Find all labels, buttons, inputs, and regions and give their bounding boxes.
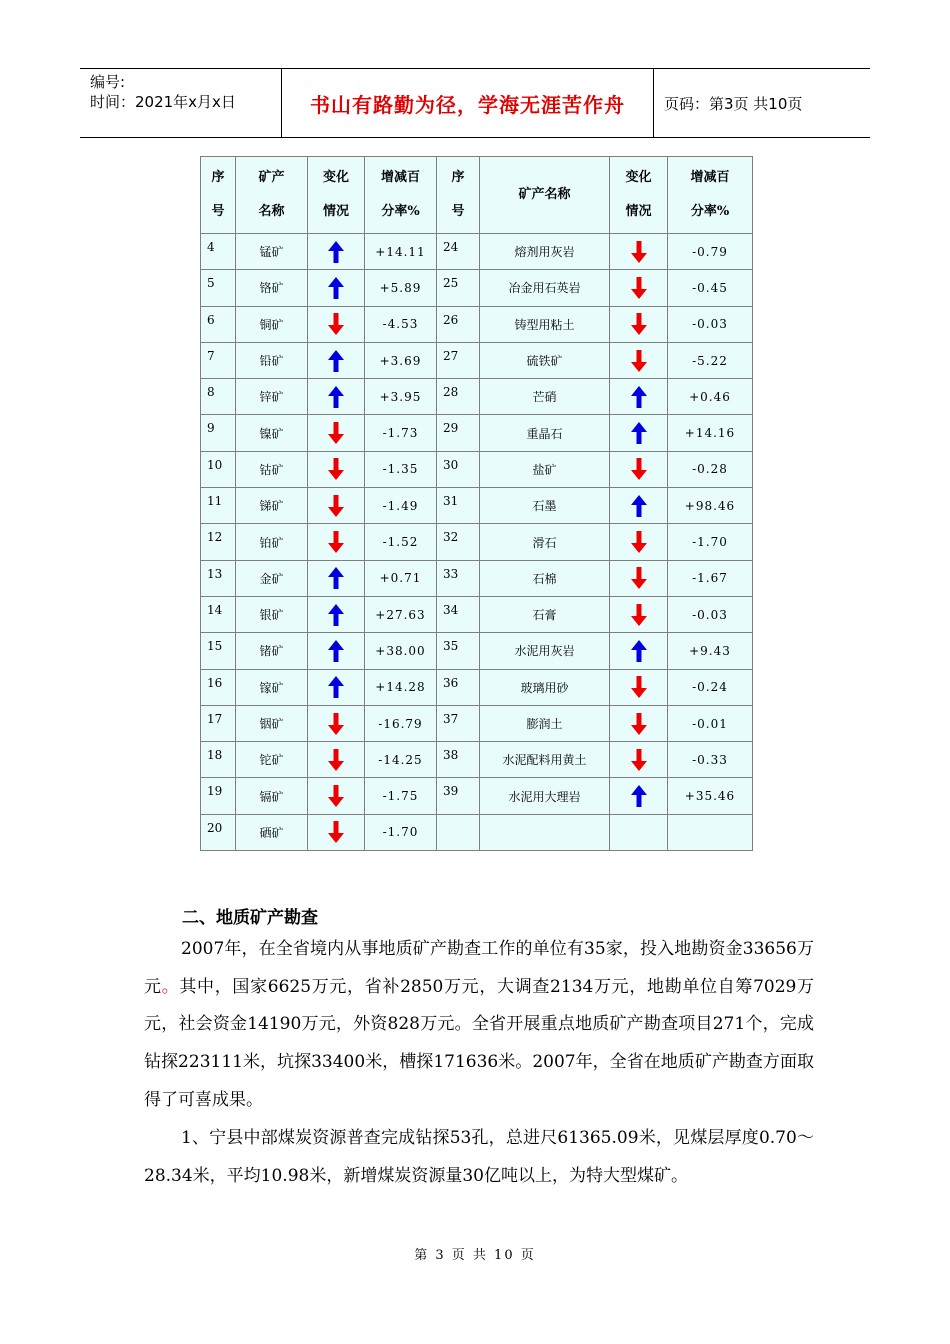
paragraph-coal-survey-text: 1、宁县中部煤炭资源普查完成钻探53孔，总进尺61365.09米，见煤层厚度0.70～28.34米，平均10.98米，新增煤炭资源量30亿吨以上，为特大型煤矿。 <box>144 1128 814 1186</box>
cell-seq: 15 <box>201 633 236 669</box>
arrow-up-icon <box>328 604 344 626</box>
cell-mineral-name: 铟矿 <box>236 705 308 741</box>
arrow-down-icon <box>328 422 344 444</box>
cell-seq: 16 <box>201 669 236 705</box>
cell-rate: -0.45 <box>668 270 753 306</box>
cell-seq: 27 <box>437 342 480 378</box>
table-row <box>201 488 753 524</box>
cell-seq: 35 <box>437 633 480 669</box>
cell-seq: 4 <box>201 234 236 270</box>
cell-seq: 38 <box>437 742 480 778</box>
cell-rate: -0.03 <box>668 596 753 632</box>
cell-mineral-name: 镓矿 <box>236 669 308 705</box>
cell-seq: 12 <box>201 524 236 560</box>
cell-rate: -0.24 <box>668 669 753 705</box>
cell-seq: 31 <box>437 488 480 524</box>
cell-seq: 26 <box>437 306 480 342</box>
cell-mineral-name: 锰矿 <box>236 234 308 270</box>
cell-mineral-name: 硒矿 <box>236 814 308 850</box>
cell-change <box>308 742 365 778</box>
cell-mineral-name: 锗矿 <box>236 633 308 669</box>
header-seq-right: 序 号 <box>437 157 480 234</box>
arrow-up-icon <box>328 350 344 372</box>
cell-rate: -0.03 <box>668 306 753 342</box>
cell-mineral-name: 镍矿 <box>236 415 308 451</box>
cell-mineral-name: 玻璃用砂 <box>480 669 610 705</box>
arrow-up-icon <box>328 241 344 263</box>
cell-mineral-name: 锌矿 <box>236 379 308 415</box>
cell-rate: -0.01 <box>668 705 753 741</box>
cell-change <box>308 234 365 270</box>
cell-change <box>610 742 668 778</box>
cell-rate: +98.46 <box>668 488 753 524</box>
cell-mineral-name: 石墨 <box>480 488 610 524</box>
cell-mineral-name: 铬矿 <box>236 270 308 306</box>
cell-seq: 33 <box>437 560 480 596</box>
cell-mineral-name: 硫铁矿 <box>480 342 610 378</box>
cell-seq: 37 <box>437 705 480 741</box>
arrow-down-icon <box>328 749 344 771</box>
cell-change <box>610 342 668 378</box>
cell-seq: 29 <box>437 415 480 451</box>
paragraph-funding-a: 2007年，在全省境内从事地质矿产勘查工作的单位有35家，投入地勘资金33656万元 <box>144 939 814 997</box>
header-motto: 书山有路勤为径，学海无涯苦作舟 <box>282 69 654 137</box>
header-page-info: 页码：第3页 共10页 <box>664 94 803 113</box>
paragraph-funding <box>144 931 814 1120</box>
cell-rate: +0.46 <box>668 379 753 415</box>
cell-rate: -4.53 <box>365 306 437 342</box>
table-header-row <box>201 157 753 234</box>
cell-change <box>610 705 668 741</box>
cell-seq: 8 <box>201 379 236 415</box>
table-row <box>201 451 753 487</box>
cell-seq: 24 <box>437 234 480 270</box>
cell-mineral-name: 铸型用粘土 <box>480 306 610 342</box>
cell-mineral-name: 银矿 <box>236 596 308 632</box>
cell-change <box>308 379 365 415</box>
cell-seq: 14 <box>201 596 236 632</box>
table-row <box>201 524 753 560</box>
arrow-down-icon <box>631 277 647 299</box>
header-name: 矿产 名称 <box>236 157 308 234</box>
cell-rate: -1.49 <box>365 488 437 524</box>
cell-seq: 36 <box>437 669 480 705</box>
cell-mineral-name: 水泥用大理岩 <box>480 778 610 814</box>
cell-seq: 20 <box>201 814 236 850</box>
cell-rate: -1.67 <box>668 560 753 596</box>
cell-change <box>308 633 365 669</box>
cell-seq: 39 <box>437 778 480 814</box>
cell-change <box>308 488 365 524</box>
arrow-up-icon <box>631 640 647 662</box>
cell-rate: +27.63 <box>365 596 437 632</box>
cell-change <box>610 270 668 306</box>
cell-seq: 17 <box>201 705 236 741</box>
table-row <box>201 633 753 669</box>
table-row <box>201 270 753 306</box>
cell-mineral-name: 锑矿 <box>236 488 308 524</box>
cell-mineral-name: 石棉 <box>480 560 610 596</box>
cell-rate: -1.52 <box>365 524 437 560</box>
cell-change <box>610 488 668 524</box>
cell-change <box>308 342 365 378</box>
cell-mineral-name: 重晶石 <box>480 415 610 451</box>
cell-seq: 19 <box>201 778 236 814</box>
cell-rate: -14.25 <box>365 742 437 778</box>
arrow-down-icon <box>631 458 647 480</box>
arrow-up-icon <box>328 386 344 408</box>
cell-change <box>610 524 668 560</box>
cell-change <box>308 415 365 451</box>
cell-change <box>610 596 668 632</box>
table-row <box>201 596 753 632</box>
arrow-up-icon <box>328 640 344 662</box>
arrow-down-icon <box>328 785 344 807</box>
header-date-label: 时间：2021年x月x日 <box>90 93 236 111</box>
header-change-right: 变化 情况 <box>610 157 668 234</box>
cell-seq: 13 <box>201 560 236 596</box>
cell-mineral-name: 铊矿 <box>236 742 308 778</box>
cell-rate: -1.70 <box>365 814 437 850</box>
cell-change <box>610 560 668 596</box>
cell-seq: 25 <box>437 270 480 306</box>
cell-change <box>610 306 668 342</box>
cell-change <box>308 596 365 632</box>
cell-mineral-name: 石膏 <box>480 596 610 632</box>
cell-seq: 34 <box>437 596 480 632</box>
paragraph-funding-red: 。 <box>161 976 180 997</box>
arrow-down-icon <box>328 458 344 480</box>
cell-mineral-name: 金矿 <box>236 560 308 596</box>
arrow-down-icon <box>631 749 647 771</box>
table-row <box>201 342 753 378</box>
cell-mineral-name: 铅矿 <box>236 342 308 378</box>
cell-rate: +0.71 <box>365 560 437 596</box>
cell-seq: 7 <box>201 342 236 378</box>
arrow-up-icon <box>328 676 344 698</box>
cell-seq: 10 <box>201 451 236 487</box>
cell-change <box>308 270 365 306</box>
table-row <box>201 705 753 741</box>
cell-change <box>610 778 668 814</box>
cell-mineral-name: 熔剂用灰岩 <box>480 234 610 270</box>
header-name-right: 矿产名称 <box>480 157 610 234</box>
arrow-down-icon <box>328 495 344 517</box>
cell-seq: 6 <box>201 306 236 342</box>
cell-change <box>308 524 365 560</box>
cell-mineral-name: 水泥配料用黄土 <box>480 742 610 778</box>
cell-seq: 5 <box>201 270 236 306</box>
cell-seq: 9 <box>201 415 236 451</box>
cell-change <box>308 814 365 850</box>
cell-rate: -16.79 <box>365 705 437 741</box>
arrow-up-icon <box>328 567 344 589</box>
cell-seq: 18 <box>201 742 236 778</box>
arrow-down-icon <box>328 713 344 735</box>
cell-mineral-name: 膨润土 <box>480 705 610 741</box>
page-footer: 第 3 页 共 10 页 <box>414 1248 536 1263</box>
header-left <box>80 69 282 137</box>
table-row <box>201 742 753 778</box>
cell-mineral-name: 芒硝 <box>480 379 610 415</box>
cell-rate: +35.46 <box>668 778 753 814</box>
cell-rate: +3.95 <box>365 379 437 415</box>
cell-change <box>308 306 365 342</box>
cell-rate: -5.22 <box>668 342 753 378</box>
cell-change <box>610 633 668 669</box>
section-title: 二、地质矿产勘查 <box>182 908 318 928</box>
cell-rate: -1.70 <box>668 524 753 560</box>
cell-seq: 28 <box>437 379 480 415</box>
cell-rate: -0.28 <box>668 451 753 487</box>
cell-rate: -0.79 <box>668 234 753 270</box>
cell-change <box>610 415 668 451</box>
header-rate: 增减百 分率% <box>365 157 437 234</box>
cell-mineral-name: 水泥用灰岩 <box>480 633 610 669</box>
cell-rate: -1.73 <box>365 415 437 451</box>
cell-rate: -1.35 <box>365 451 437 487</box>
cell-mineral-name: 滑石 <box>480 524 610 560</box>
cell-change <box>610 234 668 270</box>
cell-change <box>610 451 668 487</box>
cell-change <box>610 379 668 415</box>
table-row <box>201 415 753 451</box>
cell-change <box>308 669 365 705</box>
cell-seq <box>437 814 480 850</box>
cell-rate: +14.28 <box>365 669 437 705</box>
table-row <box>201 306 753 342</box>
table-row <box>201 778 753 814</box>
cell-rate <box>668 814 753 850</box>
cell-mineral-name: 铂矿 <box>236 524 308 560</box>
cell-mineral-name: 铜矿 <box>236 306 308 342</box>
arrow-down-icon <box>328 313 344 335</box>
arrow-down-icon <box>328 821 344 843</box>
cell-seq: 11 <box>201 488 236 524</box>
cell-seq: 32 <box>437 524 480 560</box>
cell-change <box>308 778 365 814</box>
cell-change <box>610 669 668 705</box>
arrow-up-icon <box>631 495 647 517</box>
cell-rate: +14.11 <box>365 234 437 270</box>
table-row <box>201 814 753 850</box>
cell-rate: +14.16 <box>668 415 753 451</box>
header-seq: 序 号 <box>201 157 236 234</box>
arrow-down-icon <box>631 241 647 263</box>
page-header <box>80 68 870 138</box>
cell-rate: -0.33 <box>668 742 753 778</box>
arrow-up-icon <box>631 422 647 444</box>
cell-mineral-name: 盐矿 <box>480 451 610 487</box>
mineral-change-table <box>200 156 753 851</box>
cell-change <box>308 451 365 487</box>
arrow-down-icon <box>631 313 647 335</box>
cell-change <box>610 814 668 850</box>
arrow-down-icon <box>328 531 344 553</box>
arrow-up-icon <box>631 785 647 807</box>
table-row <box>201 669 753 705</box>
table-row <box>201 379 753 415</box>
cell-rate: +5.89 <box>365 270 437 306</box>
arrow-down-icon <box>631 567 647 589</box>
cell-mineral-name: 钴矿 <box>236 451 308 487</box>
cell-mineral-name <box>480 814 610 850</box>
cell-mineral-name: 镉矿 <box>236 778 308 814</box>
cell-rate: +9.43 <box>668 633 753 669</box>
arrow-down-icon <box>631 604 647 626</box>
header-number-label: 编号: <box>90 73 126 91</box>
cell-change <box>308 560 365 596</box>
cell-rate: -1.75 <box>365 778 437 814</box>
arrow-down-icon <box>631 713 647 735</box>
arrow-up-icon <box>631 386 647 408</box>
arrow-down-icon <box>631 531 647 553</box>
cell-seq: 30 <box>437 451 480 487</box>
arrow-up-icon <box>328 277 344 299</box>
table-row <box>201 560 753 596</box>
arrow-down-icon <box>631 676 647 698</box>
header-change: 变化 情况 <box>308 157 365 234</box>
cell-change <box>308 705 365 741</box>
header-rate-right: 增减百 分率% <box>668 157 753 234</box>
cell-mineral-name: 冶金用石英岩 <box>480 270 610 306</box>
paragraph-coal-survey <box>144 1120 814 1195</box>
paragraph-funding-b: 其中，国家6625万元，省补2850万元，大调查2134万元，地勘单位自筹7029万元，社会资金14190万元，外资828万元。全省开展重点地质矿产勘查项目271个，完成钻探223111米，坑探33400米，槽探171636米。2007年，全省在地质矿产勘查方面取得了可喜成果。 <box>144 976 815 1110</box>
table-row <box>201 234 753 270</box>
cell-rate: +38.00 <box>365 633 437 669</box>
arrow-down-icon <box>631 350 647 372</box>
cell-rate: +3.69 <box>365 342 437 378</box>
